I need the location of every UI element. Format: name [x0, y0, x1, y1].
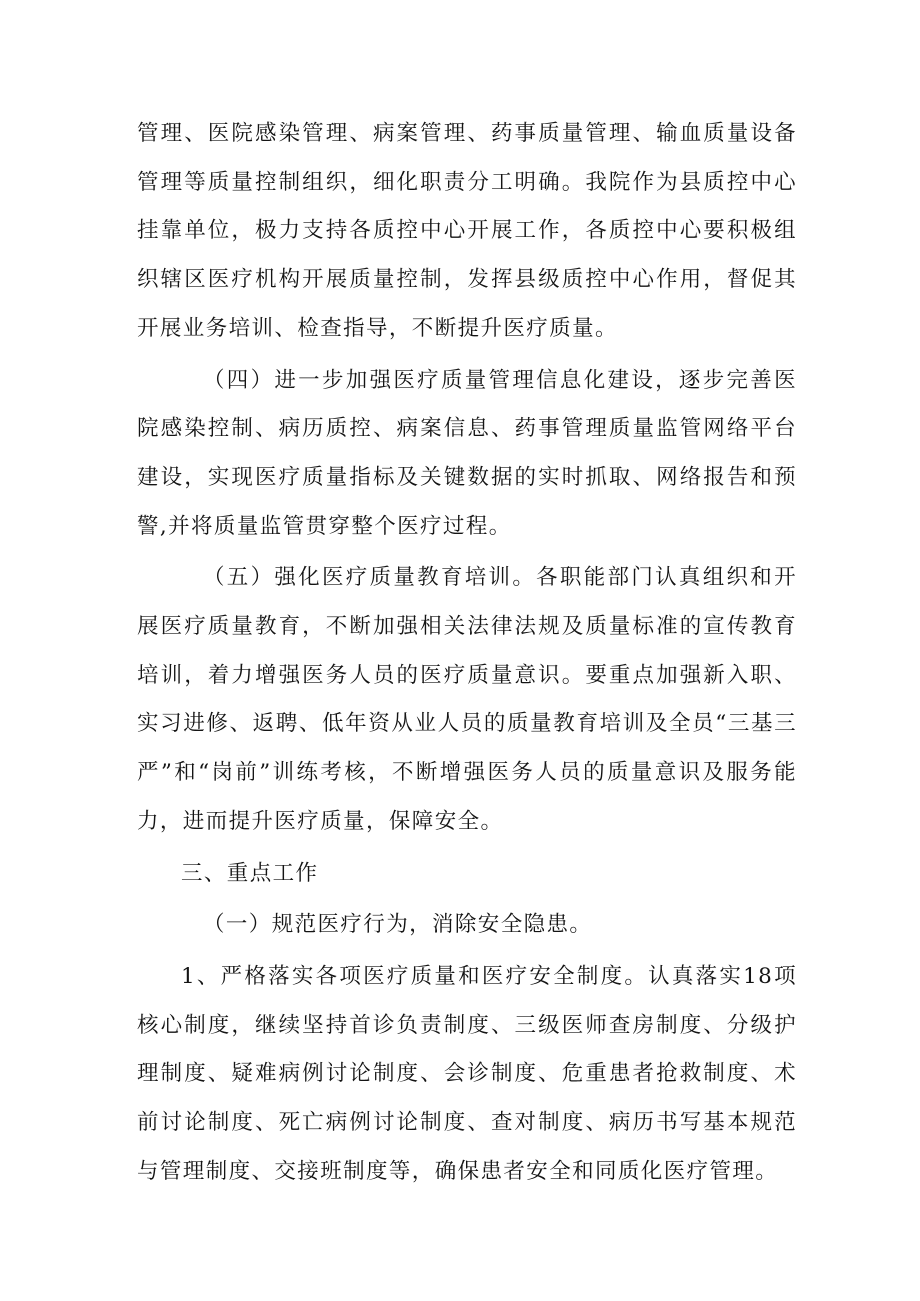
subheading-regulate-medical-behavior: （一）规范医疗行为，消除安全隐患。	[203, 912, 593, 938]
document-body	[137, 110, 797, 1199]
paragraph-continued-quality-organizations: 管理、医院感染管理、病案管理、药事质量管理、输血质量设备管理等质量控制组织，细化职责分工明确。我院作为县质控中心挂靠单位，极力支持各质控中心开展工作，各质控中心要积极组织辖区医疗机构开展质量控制，发挥县级质控中心作用，督促其开展业务培训、检查指导，不断提升医疗质量。	[137, 121, 797, 341]
paragraph-item-four-informatization: （四）进一步加强医疗质量管理信息化建设，逐步完善医院感染控制、病历质控、病案信息、药事管理质量监管网络平台建设，实现医疗质量指标及关键数据的实时抓取、网络报告和预警,并将质量监管贯穿整个医疗过程。	[137, 367, 797, 539]
section-heading-key-work: 三、重点工作	[181, 860, 319, 886]
paragraph-item-one-safety-system: 1、严格落实各项医疗质量和医疗安全制度。认真落实18项核心制度，继续坚持首诊负责制度、三级医师查房制度、分级护理制度、疑难病例讨论制度、会诊制度、危重患者抢救制度、术前讨论制度、死亡病例讨论制度、查对制度、病历书写基本规范与管理制度、交接班制度等，确保患者安全和同质化医疗管理。	[137, 963, 797, 1184]
paragraph-item-five-education: （五）强化医疗质量教育培训。各职能部门认真组织和开展医疗质量教育，不断加强相关法律法规及质量标准的宣传教育培训，着力增强医务人员的医疗质量意识。要重点加强新入职、实习进修、返聘、低年资从业人员的质量教育培训及全员“三基三严”和“岗前”训练考核，不断增强医务人员的质量意识及服务能力，进而提升医疗质量，保障安全。	[137, 565, 797, 834]
